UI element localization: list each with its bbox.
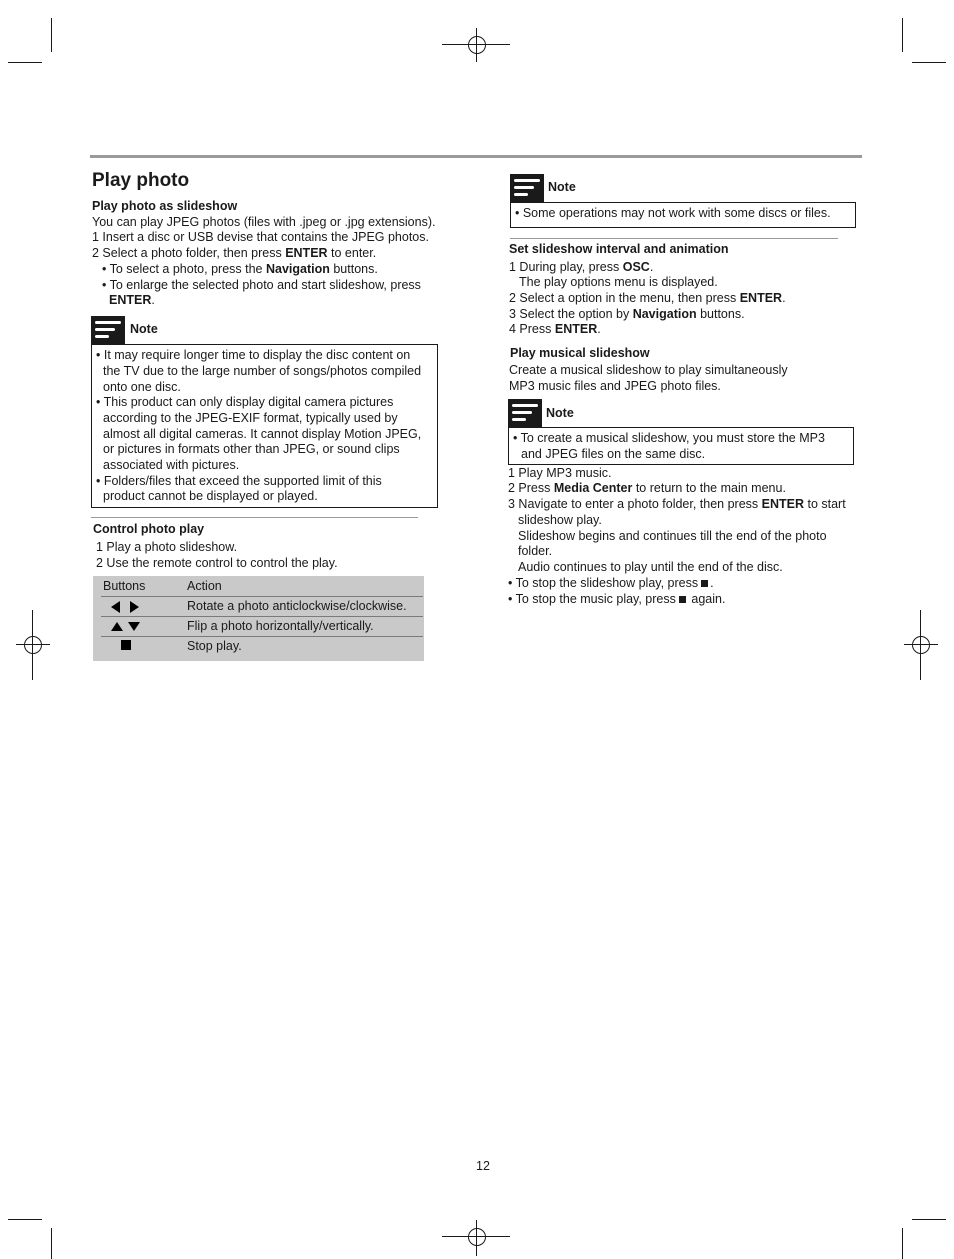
interval-step-1: 1 During play, press OSC. — [509, 260, 654, 274]
step-1: 1 Insert a disc or USB devise that contains the JPEG photos. — [92, 230, 429, 244]
note-label: Note — [548, 180, 576, 194]
header-rule — [90, 155, 862, 158]
note-line: • Some operations may not work with some discs or files. — [515, 206, 831, 220]
section-divider — [510, 238, 838, 239]
control-step-2: 2 Use the remote control to control the play. — [96, 556, 338, 570]
note-line: onto one disc. — [103, 380, 181, 394]
note-line: the TV due to the large number of songs/photos compiled — [103, 364, 422, 378]
section-heading-control: Control photo play — [93, 522, 205, 536]
intro-text: You can play JPEG photos (files with .jpeg or .jpg extensions). — [92, 215, 436, 229]
note-line: and JPEG files on the same disc. — [521, 447, 706, 461]
interval-step-2: 2 Select a option in the menu, then press ENTER. — [509, 291, 786, 305]
note-line: or pictures in formats other than JPEG, or sound clips — [103, 442, 400, 456]
table-row — [93, 596, 424, 616]
bullet-stop-music: • To stop the music play, press again. — [508, 592, 726, 606]
musical-step-3-result-3: Audio continues to play until the end of the disc. — [518, 560, 783, 574]
stop-square-icon — [701, 580, 708, 587]
page-title: Play photo — [92, 170, 190, 191]
note-line: • To create a musical slideshow, you must store the MP3 — [513, 431, 825, 445]
interval-step-1-result: The play options menu is displayed. — [519, 275, 718, 289]
controls-table — [93, 576, 424, 661]
musical-step-3-result-1: Slideshow begins and continues till the end of the photo — [518, 529, 827, 543]
musical-step-1: 1 Play MP3 music. — [508, 466, 612, 480]
table-header-action: Action — [187, 579, 222, 593]
note-icon — [510, 174, 544, 202]
section-heading-slideshow: Play photo as slideshow — [92, 199, 238, 213]
table-row — [93, 636, 424, 656]
musical-step-2: 2 Press Media Center to return to the main menu. — [508, 481, 786, 495]
musical-step-3-cont: slideshow play. — [518, 513, 602, 527]
note-icon — [91, 316, 125, 344]
bullet-enlarge-photo-cont: ENTER. — [109, 293, 155, 307]
musical-intro-2: MP3 music files and JPEG photo files. — [509, 379, 721, 393]
bullet-stop-slideshow: • To stop the slideshow play, press . — [508, 576, 714, 590]
page-number: 12 — [476, 1159, 490, 1173]
musical-step-3-result-2: folder. — [518, 544, 553, 558]
interval-step-4: 4 Press ENTER. — [509, 322, 601, 336]
note-line: associated with pictures. — [103, 458, 240, 472]
note-line: • Folders/files that exceed the supported limit of this — [96, 474, 382, 488]
musical-intro-1: Create a musical slideshow to play simultaneously — [509, 363, 788, 377]
note-line: almost all digital cameras. It cannot display Motion JPEG, — [103, 427, 422, 441]
note-label: Note — [546, 406, 574, 420]
bullet-select-photo: • To select a photo, press the Navigation buttons. — [102, 262, 378, 276]
note-box-disc-compat — [510, 202, 856, 228]
stop-square-icon — [121, 634, 131, 654]
bullet-enlarge-photo: • To enlarge the selected photo and start slideshow, press — [102, 278, 421, 292]
note-icon — [508, 399, 542, 427]
step-2: 2 Select a photo folder, then press ENTER to enter. — [92, 246, 377, 260]
note-line: according to the JPEG-EXIF format, typically used by — [103, 411, 398, 425]
interval-step-3: 3 Select the option by Navigation buttons. — [509, 307, 745, 321]
section-heading-musical: Play musical slideshow — [510, 346, 650, 360]
note-box-disc-content — [91, 344, 438, 508]
up-down-arrows-icon — [111, 616, 140, 636]
left-right-arrows-icon — [111, 596, 139, 616]
table-cell-action: Flip a photo horizontally/vertically. — [187, 619, 374, 633]
table-header-buttons: Buttons — [103, 579, 146, 593]
table-cell-action: Stop play. — [187, 639, 242, 653]
stop-square-icon — [679, 596, 686, 603]
control-step-1: 1 Play a photo slideshow. — [96, 540, 238, 554]
section-divider — [91, 517, 418, 518]
note-line: • This product can only display digital camera pictures — [96, 395, 394, 409]
table-cell-action: Rotate a photo anticlockwise/clockwise. — [187, 599, 407, 613]
note-box-musical — [508, 427, 854, 465]
musical-step-3: 3 Navigate to enter a photo folder, then press ENTER to start — [508, 497, 846, 511]
table-row — [93, 616, 424, 636]
section-heading-interval: Set slideshow interval and animation — [509, 242, 729, 256]
note-line: • It may require longer time to display the disc content on — [96, 348, 411, 362]
note-label: Note — [130, 322, 158, 336]
note-line: product cannot be displayed or played. — [103, 489, 318, 503]
